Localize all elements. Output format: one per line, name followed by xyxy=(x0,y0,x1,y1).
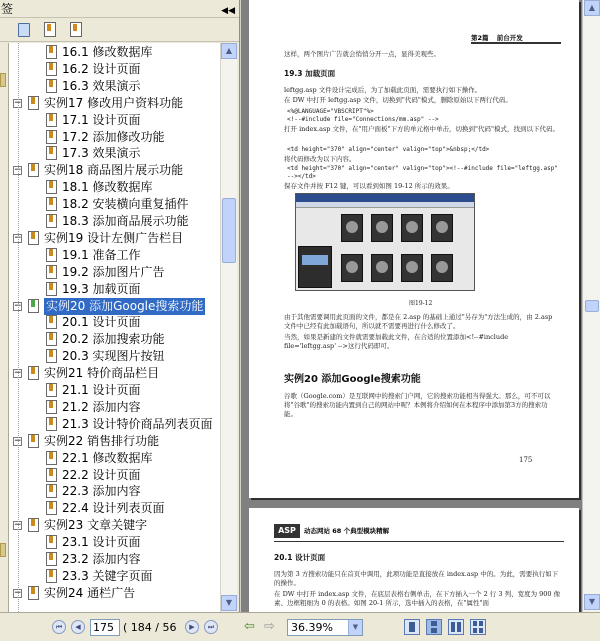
last-page-icon[interactable]: ⏭ xyxy=(204,620,218,634)
scroll-up-icon[interactable]: ▲ xyxy=(221,43,237,59)
side-tab-strip xyxy=(0,43,8,612)
bookmarks-scrollbar[interactable] xyxy=(220,43,237,612)
example-title: 实例20 添加Google搜索功能 xyxy=(284,374,421,385)
bookmark-label: 23.3 关键字页面 xyxy=(62,568,153,583)
bookmark-icon xyxy=(46,484,57,498)
bookmark-chapter[interactable] xyxy=(9,230,220,247)
bookmark-icon xyxy=(46,501,57,515)
bookmark-icon xyxy=(46,417,57,431)
bookmark-icon xyxy=(28,586,39,600)
bookmark-label: 实例17 修改用户资料功能 xyxy=(44,95,184,110)
paragraph: leftgg.asp 文件设计完成后，为了加载此页面，需要执行如下操作。 xyxy=(284,86,482,94)
bookmark-item[interactable] xyxy=(9,467,220,484)
navigation-toolbar xyxy=(0,612,600,641)
pdf-page xyxy=(249,0,579,498)
bookmark-label: 17.3 效果演示 xyxy=(62,146,141,161)
bookmark-label: 16.2 设计页面 xyxy=(62,61,141,76)
banner-title: 动态网站 68 个典型模块精解 xyxy=(304,527,390,535)
page-banner xyxy=(274,524,564,538)
bookmark-label: 21.2 添加内容 xyxy=(62,399,141,414)
bookmark-label: 20.3 实现图片按钮 xyxy=(62,349,165,364)
bookmark-item[interactable] xyxy=(9,500,220,517)
bookmark-icon xyxy=(28,231,39,245)
bookmark-options-icon[interactable] xyxy=(70,22,82,37)
bookmark-icon xyxy=(46,535,57,549)
bookmark-label: 16.3 效果演示 xyxy=(62,78,141,93)
bookmark-icon xyxy=(46,130,57,144)
bookmark-item[interactable] xyxy=(9,129,220,146)
header-section: 前台开发 xyxy=(496,34,523,42)
bookmark-label: 19.3 加载页面 xyxy=(62,281,141,296)
bookmark-item[interactable] xyxy=(9,281,220,298)
page-number: 175 xyxy=(519,456,533,464)
bookmark-label: 23.2 添加内容 xyxy=(62,552,141,566)
panel-title: 签 xyxy=(1,2,14,16)
bookmark-label: 21.3 设计特价商品列表页面 xyxy=(62,416,213,431)
figure-caption: 图19-12 xyxy=(409,300,433,307)
document-scrollbar[interactable] xyxy=(582,0,600,612)
bookmark-label: 23.1 设计页面 xyxy=(62,535,141,550)
bookmarks-toolbar xyxy=(0,18,239,42)
bookmark-chapter[interactable] xyxy=(9,517,220,534)
bookmark-chapter[interactable] xyxy=(9,95,220,112)
first-page-icon[interactable]: ⏮ xyxy=(52,620,66,634)
bookmark-icon xyxy=(28,96,39,110)
scroll-thumb[interactable] xyxy=(585,300,599,312)
bookmark-label: 17.2 添加修改功能 xyxy=(62,129,165,144)
code-block: <td height="370" align="center" valign="top"><!--#include file="leftgg.asp" --></td> xyxy=(287,165,558,180)
bookmark-tree xyxy=(8,43,220,612)
bookmark-icon xyxy=(46,468,57,482)
bookmark-item[interactable] xyxy=(9,348,220,365)
bookmark-icon xyxy=(46,282,57,296)
bookmark-item[interactable] xyxy=(9,61,220,78)
bookmark-label: 实例19 设计左侧广告栏目 xyxy=(44,230,184,245)
bookmark-label: 18.1 修改数据库 xyxy=(62,180,153,195)
collapse-toggle-icon[interactable]: − xyxy=(14,165,22,176)
code-block: <td height="370" align="center" valign="top">&nbsp;</td> xyxy=(287,146,490,153)
new-bookmark-icon[interactable] xyxy=(44,22,56,37)
bookmark-item[interactable] xyxy=(9,399,220,416)
bookmark-icon xyxy=(46,400,57,414)
bookmark-label: 18.2 安装横向重复插件 xyxy=(62,197,189,212)
bookmark-icon xyxy=(46,214,57,228)
bookmark-label: 实例24 通栏广告 xyxy=(44,585,136,600)
step: 在 DW 中打开 index.asp 文件，在底层表格右侧单击，在下方插入一个 2 行 3 列、宽度为 900 像素、边框粗细为 0 的表格。如图 20-1 所示，选中插入的表格，在"属性"面 xyxy=(274,590,561,607)
bookmark-item[interactable] xyxy=(9,247,220,264)
page-number-input[interactable]: 175 xyxy=(90,619,120,636)
bookmark-icon xyxy=(28,299,39,313)
bookmark-label: 20.1 设计页面 xyxy=(62,315,141,330)
figure-ad-image xyxy=(298,246,332,288)
bookmark-icon xyxy=(46,248,57,262)
scroll-down-icon[interactable]: ▼ xyxy=(221,595,237,611)
bookmark-item[interactable] xyxy=(9,264,220,281)
bookmark-icon xyxy=(46,552,57,566)
asp-badge: ASP xyxy=(274,524,300,538)
bookmark-icon xyxy=(28,366,39,380)
step: 在 DW 中打开 leftgg.asp 文件，切换到"代码"模式，删除原始以下两行代码。 xyxy=(284,96,512,104)
bookmark-icon xyxy=(46,265,57,279)
bookmark-label: 16.1 修改数据库 xyxy=(62,45,153,59)
step: 保存文件并按 F12 键，可以看到如图 19-12 所示的效果。 xyxy=(284,182,454,190)
collapse-toggle-icon[interactable]: − xyxy=(14,97,22,108)
bookmark-item[interactable] xyxy=(9,196,220,213)
bookmark-chapter[interactable] xyxy=(9,365,220,382)
bookmark-icon xyxy=(46,349,57,363)
bookmark-label: 实例18 商品图片展示功能 xyxy=(44,163,184,178)
bookmark-icon xyxy=(46,113,57,127)
bookmark-item[interactable] xyxy=(9,382,220,399)
bookmark-item[interactable] xyxy=(9,483,220,500)
bookmark-icon xyxy=(46,146,57,160)
side-tab-marker[interactable] xyxy=(0,73,6,87)
facing-view-icon[interactable] xyxy=(448,619,464,635)
zoom-select[interactable] xyxy=(287,619,363,636)
collapse-toggle-icon[interactable]: − xyxy=(14,368,22,379)
bookmark-label: 22.1 修改数据库 xyxy=(62,450,153,465)
section-title: 20.1 设计页面 xyxy=(274,553,326,562)
bookmark-icon xyxy=(28,434,39,448)
bookmark-item[interactable] xyxy=(9,213,220,230)
bookmark-item[interactable] xyxy=(9,179,220,196)
previous-page-icon[interactable]: ◀ xyxy=(71,620,85,634)
bookmark-icon xyxy=(28,163,39,177)
paragraph: 当然，如果是新建的文件就需要加载此文件，在合适的位置添加<!--#include file='leftgg.asp' -->这行代码即可。 xyxy=(284,333,509,350)
paragraph: 谷歌（Google.com）是互联网中的搜索门户网，它的搜索功能相当得强大。那么，可不可以将"谷歌"的搜索功能内置到自己的网站中呢？本例将介绍如何在本程序中添加第3方的搜索功能。 xyxy=(284,392,551,418)
scroll-up-icon[interactable]: ▲ xyxy=(584,0,600,16)
single-page-view-icon[interactable] xyxy=(404,619,420,635)
paragraph: 这样，两个图片广告就会悄悄分开一点，显得美观些。 xyxy=(284,50,440,58)
figure-image xyxy=(295,193,475,291)
tree-guide-line xyxy=(18,43,19,612)
bookmark-item[interactable] xyxy=(9,416,220,433)
bookmark-label: 19.1 准备工作 xyxy=(62,247,141,262)
bookmark-icon xyxy=(46,383,57,397)
step: 打开 index.asp 文件，在"用户面板"下方的单元格中单击，切换到"代码"模式，找到以下代码。 xyxy=(284,125,559,133)
collapse-toggle-icon[interactable]: − xyxy=(14,300,22,311)
bookmark-chapter[interactable] xyxy=(9,585,220,602)
bookmark-label: 22.3 添加内容 xyxy=(62,484,141,499)
page-header xyxy=(471,33,561,44)
bookmark-label: 17.1 设计页面 xyxy=(62,112,141,127)
collapse-toggle-icon[interactable]: − xyxy=(14,520,22,531)
bookmark-icon xyxy=(46,79,57,93)
bookmark-label: 实例23 文章关键字 xyxy=(44,518,148,533)
bookmark-icon xyxy=(46,180,57,194)
bookmark-label: 20.2 添加搜索功能 xyxy=(62,332,165,347)
collapse-toggle-icon[interactable]: − xyxy=(14,435,22,446)
page-count-label: ( 184 / 56 xyxy=(123,621,177,634)
collapse-toggle-icon[interactable]: − xyxy=(14,232,22,243)
section-title: 19.3 加载页面 xyxy=(284,69,336,78)
bookmark-icon xyxy=(46,332,57,346)
bookmark-item[interactable] xyxy=(9,145,220,162)
delete-bookmark-icon[interactable] xyxy=(18,23,30,37)
bookmark-item[interactable] xyxy=(9,568,220,585)
document-view[interactable] xyxy=(241,0,600,612)
bookmark-label: 实例21 特价商品栏目 xyxy=(44,366,160,381)
bookmark-label: 实例20 添加Google搜索功能 xyxy=(46,298,204,313)
bookmark-icon xyxy=(46,451,57,465)
continuous-view-icon[interactable] xyxy=(426,619,442,635)
bookmark-icon xyxy=(28,518,39,532)
pdf-page xyxy=(249,508,579,612)
paragraph: 将代码修改为以下内容。 xyxy=(284,155,356,163)
bookmark-item[interactable] xyxy=(9,551,220,568)
code-block: <%@LANGUAGE="VBSCRIPT"%> <!--#include file="Connections/mm.asp" --> xyxy=(287,108,439,123)
bookmark-item[interactable] xyxy=(9,112,220,129)
bookmark-label: 22.2 设计页面 xyxy=(62,467,141,482)
continuous-facing-view-icon[interactable] xyxy=(470,619,486,635)
bookmark-chapter[interactable] xyxy=(9,298,220,315)
bookmark-label: 22.4 设计列表页面 xyxy=(62,501,165,516)
paragraph: 由于其他需要调用此页面的文件，都是在 2.asp 的基础上通过"另存为"方法生成的，由 2.asp 文件中已经有此加载语句，所以就不需要再进行什么修改了。 xyxy=(284,313,553,330)
next-page-icon[interactable]: ▶ xyxy=(185,620,199,634)
header-part: 第2篇 xyxy=(471,34,489,42)
paragraph: 因为第 3 方搜索功能只在首页中调用，此项功能是直接放在 index.asp 中的。为此，需要执行如下的操作。 xyxy=(274,570,559,587)
panel-header xyxy=(0,0,239,18)
bookmark-icon xyxy=(46,62,57,76)
bookmark-item[interactable] xyxy=(9,331,220,348)
bookmark-icon xyxy=(46,315,57,329)
bookmark-item[interactable] xyxy=(9,44,220,61)
scroll-down-icon[interactable]: ▼ xyxy=(584,594,600,610)
side-tab-marker[interactable] xyxy=(0,543,6,557)
bookmark-chapter[interactable] xyxy=(9,433,220,450)
scroll-thumb[interactable] xyxy=(222,198,236,263)
chevron-down-icon[interactable]: ▼ xyxy=(348,620,362,635)
bookmark-label: 21.1 设计页面 xyxy=(62,383,141,397)
bookmark-icon xyxy=(46,45,57,59)
zoom-value: 36.39% xyxy=(291,621,333,634)
bookmark-item[interactable] xyxy=(9,314,220,331)
collapse-panel-icon[interactable]: ◀◀ xyxy=(221,6,235,16)
bookmark-chapter[interactable] xyxy=(9,162,220,179)
collapse-toggle-icon[interactable]: − xyxy=(14,587,22,598)
bookmark-label: 实例22 销售排行功能 xyxy=(44,433,160,448)
bookmarks-panel xyxy=(0,0,240,612)
bookmark-icon xyxy=(46,197,57,211)
bookmark-item[interactable] xyxy=(9,450,220,467)
bookmark-icon xyxy=(46,569,57,583)
bookmark-item[interactable] xyxy=(9,78,220,95)
bookmark-label: 18.3 添加商品展示功能 xyxy=(62,214,189,228)
go-forward-icon[interactable]: ⇨ xyxy=(264,619,275,634)
bookmark-label: 19.2 添加图片广告 xyxy=(62,264,165,279)
bookmark-item[interactable] xyxy=(9,534,220,551)
go-back-icon[interactable]: ⇦ xyxy=(244,619,255,634)
